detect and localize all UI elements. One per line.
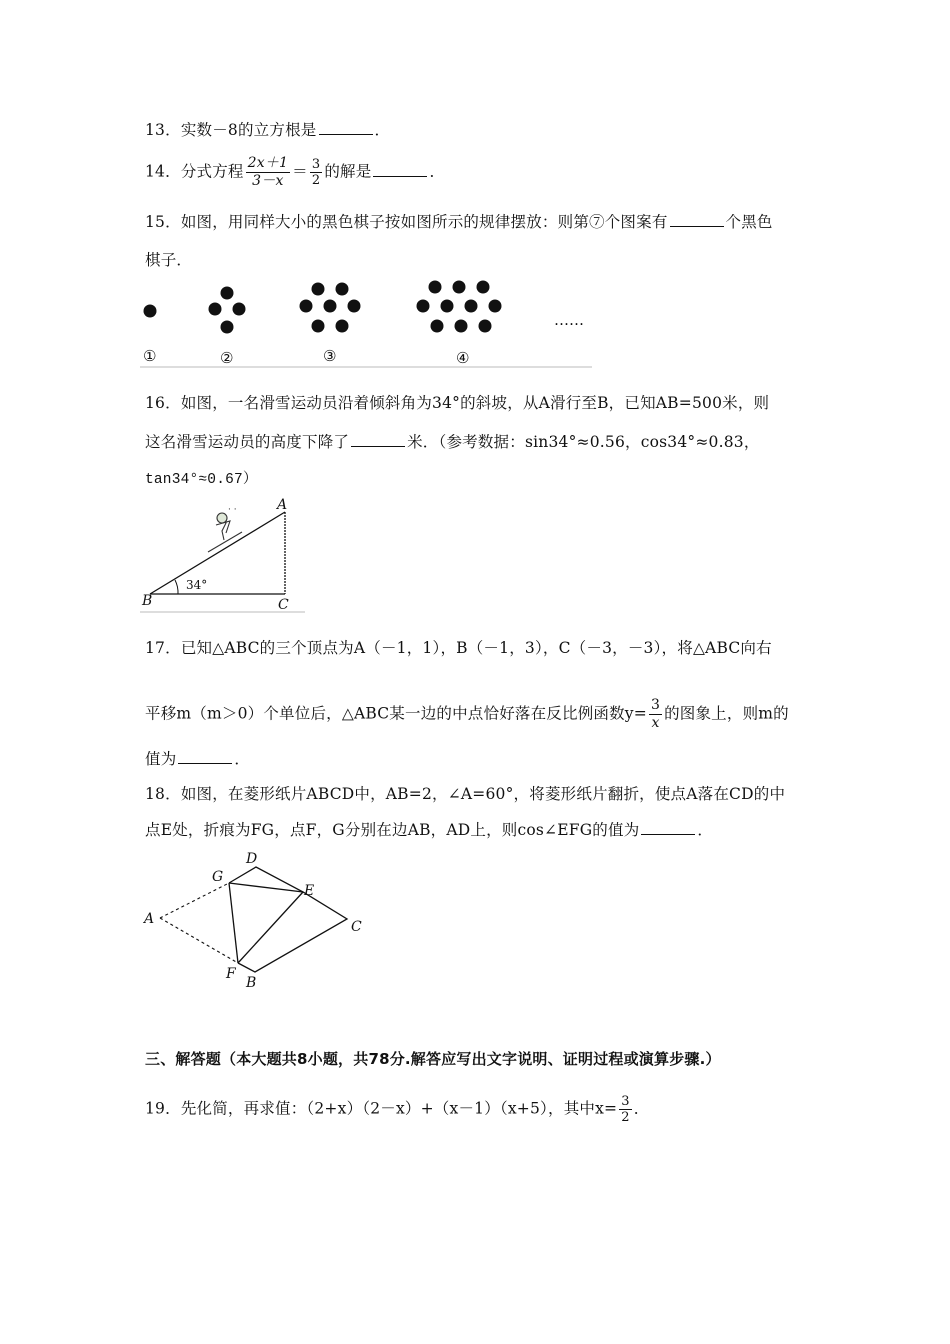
chess-pattern-1 [144,305,157,318]
segment-fe [238,892,303,963]
question-17-line2: 平移m（m＞0）个单位后，△ABC某一边的中点恰好落在反比例函数y= $\frac{3}{x}$ 的图象上，则m的 [145,697,789,731]
question-14: 14．分式方程 $\frac{2x+1}{3-x}$ ＝ $\frac{3}{2}$ 的解是 ． [145,155,446,189]
q14-fraction-right: $\frac{3}{2}$ [311,157,321,188]
point-a-label: A [144,911,155,927]
q14-answer-blank[interactable] [373,162,427,177]
point-f-label: F [226,966,236,982]
angle-label: 34° [186,578,208,592]
pattern-ellipsis: …… [554,311,584,329]
question-15-line1: 15．如图，用同样大小的黑色棋子按如图所示的规律摆放：则第⑦个图案有 个黑色 [145,213,773,231]
pattern-label-2: ② [220,349,234,367]
question-17-line1: 17．已知△ABC的三个顶点为A（－1，1），B（－1，3），C（－3，－3），将△ABC向右 [145,639,772,657]
angle-arc [175,580,178,594]
pattern-label-1: ① [143,347,157,365]
q19-fraction: $\frac{3}{2}$ [621,1094,630,1125]
section-3-title: 三、解答题（本大题共8小题，共78分.解答应写出文字说明、证明过程或演算步骤.） [145,1050,721,1068]
point-e-label: E [304,883,315,899]
q18-rhombus-figure [140,845,380,995]
svg-text:· ·: · · [228,505,237,515]
q17-fraction: $\frac{3}{x}$ [650,697,661,731]
rhombus-edges [229,867,347,972]
question-15-line2: 棋子． [145,251,193,269]
point-d-label: D [246,851,258,867]
q15-answer-blank[interactable] [670,212,724,227]
point-b-label: B [246,975,257,991]
chess-pattern-4 [417,281,502,333]
q18-answer-blank[interactable] [641,820,695,835]
point-b-label: B [142,593,153,609]
question-16-line2: 这名滑雪运动员的高度下降了 米．（参考数据：sin34°≈0.56，cos34°≈0.83， [145,433,760,451]
segment-gf [229,883,238,963]
question-16-line3: tan34°≈0.67） [145,472,258,488]
question-18-line2: 点E处，折痕为FG，点F，G分别在边AB，AD上，则cos∠EFG的值为 ． [145,821,714,839]
pattern-label-4: ④ [456,349,470,367]
question-13: 13．实数－8的立方根是 ． [145,121,391,139]
question-17-line3: 值为 ． [145,750,251,768]
q14-fraction-left: $\frac{2x+1}{3-x}$ [247,155,289,189]
q15-figure [140,275,600,375]
question-18-line1: 18．如图，在菱形纸片ABCD中，AB=2，∠A=60°，将菱形纸片翻折，使点A落在CD的中 [145,785,786,803]
point-c-label: C [278,597,289,613]
question-19: 19．先化简，再求值：（2+x）（2－x）+（x－1）（x+5），其中x= $\frac{3}{2}$ ． [145,1094,650,1125]
point-a-label: A [277,497,288,513]
q13-text: 13．实数－8的立方根是 [145,121,317,139]
chess-pattern-2 [209,287,246,334]
pattern-label-3: ③ [323,347,337,365]
point-c-label: C [351,919,362,935]
q17-answer-blank[interactable] [178,749,232,764]
segment-ge [229,883,303,892]
skier-icon [208,513,242,552]
fold-line-af [160,918,238,963]
q16-slope-figure [140,495,310,617]
question-16-line1: 16．如图，一名滑雪运动员沿着倾斜角为34°的斜坡，从A滑行至B，已知AB=500米，则 [145,394,770,412]
fold-line-ag [160,883,229,918]
q16-answer-blank[interactable] [351,432,405,447]
q13-answer-blank[interactable] [319,120,373,135]
chess-pattern-3 [300,283,361,333]
point-g-label: G [212,869,224,885]
